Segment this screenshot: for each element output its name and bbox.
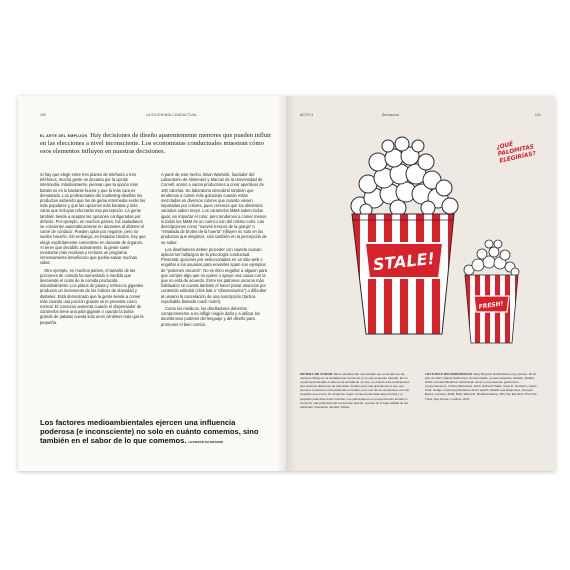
popcorn-bucket-small xyxy=(465,273,520,345)
popcorn-bucket-large xyxy=(352,212,456,337)
caption-label: PRUEBA DE SABOR xyxy=(300,372,333,376)
popcorn-pile-large xyxy=(351,137,458,216)
caption-text: Varios estudios han demostrado que el tamaño de las raciones influye en la cantidad que comemos (y no solo el aperito natural). En un experimento llevado a cabo en la entrada de un cine, se ofreció a los participantes dos raciones diferentes de palomitas. Ambas eran más grandes de lo que una persona comería en circunstancias normales, pero uno de los recipientes era más pequeño que el otro. El recipiente mayor contenía palomitas algo rancias y el pequeño palomitas recién hechas. Los participantes en el experimento tendían a consumir más palomitas del contenedor grande, a pesar de la baja calidad de las palomitas. Ilustración Jennifer Tobias. xyxy=(300,372,410,409)
body-paragraph: A partir de este hecho, Brian Wansink, fundador del Laboratorio de Alimentos y Marcas de la Universidad de Cornell, animó a varios productores a crear aperitivos de 100 calorías. Su laboratorio descubrió también que tendemos a comer más golosinas cuando están mezcladas en diversos colores que cuando vienen separadas por colores, pues creemos que los alimentos variados saben mejor. Los caramelos M&M saben todos igual, sin importar el color, pero tendemos a comer menos si todos los M&M de un cuenco son del mismo color. Las descripciones como "nuevos trescos de la granja" o "ensalada de brotes de la huerta" influyen no solo en los productos que elegimos, sino también en la percepción de su sabor. xyxy=(161,172,267,245)
stale-label: STALE! xyxy=(372,248,436,275)
pull-quote-text: Los factores medioambientales ejercen una influencia poderosa (e inconsciente) no solo en cuánto comemos, sino también en el sabor de lo que comemos. xyxy=(40,418,259,446)
right-page xyxy=(286,96,555,471)
left-page xyxy=(18,96,286,471)
running-head-left: LA ECONOMÍA CONDUCTUAL. xyxy=(146,113,199,117)
page-number-right: 191 xyxy=(535,113,542,117)
recommended-reading xyxy=(425,372,541,401)
body-paragraph: Como los médicos, los diseñadores deberían comprometerse a no infligir ningún daño y a utilizar los asombrosos poderes del lenguaje y del diseño para promover el bien común. xyxy=(161,306,260,327)
chapter-label: Sensación xyxy=(382,113,400,117)
refs-label: LECTURAS RECOMENDADAS xyxy=(425,372,473,376)
handwritten-question: ¿QUÉ PALOMITAS ELEGIRÍAS? xyxy=(496,141,537,165)
fresh-label: FRESH! xyxy=(478,300,504,311)
popcorn-illustration xyxy=(348,136,548,346)
book-gutter xyxy=(276,96,296,471)
page-number-left: 190 xyxy=(40,113,47,117)
illustration-caption xyxy=(300,372,410,409)
popcorn-pile-small xyxy=(464,240,519,276)
pull-quote-author: LEONARD MLODINOW xyxy=(188,440,224,445)
body-paragraph: Los diseñadores deben proceder con cautela cuando aplican los hallazgos de la psicología conductual. Presentar opciones pre-seleccionadas en un sitio web o engañar a los usuarios para enviarles spam son ejemplos de "patrones oscuros". No es ético engañar a alguien para que compre algo que no quiere o apoye una causa con la que no está de acuerdo. Entre los patrones oscuros más habituales se cuenta también el hacer pasar anuncios por contenido editorial (click bait o "ciberanzuelos") o dificultar al usuario la cancelación de una suscripción (táctica reprobable llamada roach motel). xyxy=(161,246,267,304)
book-spread xyxy=(18,96,555,471)
body-column-2 xyxy=(161,172,267,329)
body-paragraph: Otro ejemplo, en muchos países, el tamaño de las porciones de comida ha aumentado a medida que desciende el coste de la comida producida industrialmente. Los platos de pasta y refrescos gigantes producen un incremento de los índices de obesidad y diabetes. Está demostrado que la gente tiende a comer más cuando una porción grande se le presenta como normal. El consumo aumenta cuando el dispensador de caramelos tiene una pala gigante o cuando la bolsa grande de patatas cuesta solo unos céntimos más que la pequeña. xyxy=(40,267,144,325)
intro-text: Hay decisiones de diseño aparentemente menores que pueden influir en las elecciones a nivel inconsciente. Los economistas conductuales muestran cómo esos elementos influyen en nuestras decisiones. xyxy=(40,132,272,156)
section-label: ACTO 3 xyxy=(300,113,314,117)
intro-paragraph xyxy=(40,132,276,157)
body-paragraph: Si hay que elegir entre tres planes de telefonía o tres teléfonos, mucha gente se decanta por la opción intermedia. Intuitivamente, piensan que la opción más barata no es lo bastante buena y que la más cara es demasiado. Los profesionales del marketing-diseñan los productos sabiendo que los de gama intermedia serán los más populares y que las opciones más baratas y más caras que incluyan reforzarán esa percepción. La gente también tiende a aceptar las opciones configuradas por defecto. Por ejemplo, en muchos países, los ciudadanos se convierten automáticamente en donantes al obtener el carné de conducir. Pueden optar por negarse, pero no suelen hacerlo. Sin embargo, en Estados Unidos, hay que elegir explícitamente convertirse en donante de órganos. Al tener que decidirlo activamente, la gente suele mostrarse más recelosa y rechaza un programa inmensamente beneficioso que podría salvar muchas vidas. xyxy=(40,172,146,266)
intro-kicker: EL ARTE DEL EMPUJÓN xyxy=(40,134,88,138)
pull-quote xyxy=(40,418,266,448)
body-column-1 xyxy=(40,172,146,327)
refs-text: Harry Brignull, DarkPatterns.org; acceso: 18 de julio de 2017; Daniel Kahneman, Pensar rápido, pensar despacio, Debate, Madrid, 2015; Leonard Mlodinow, Subliminal: cómo tu inconsciente gobierna tu comportamiento, Crítica, Barcelona, 2013; Richard Thaler, Cass R. Sunstein y Sean Pratt, Nudge: Improving Decisions about Health, Wealth and Happiness, Penguin Books, Londres, 2009; Brian Wansink, Mindless Eating: Why We Eat More Than We Think, Hay House, Londres, 2011. xyxy=(425,372,537,401)
